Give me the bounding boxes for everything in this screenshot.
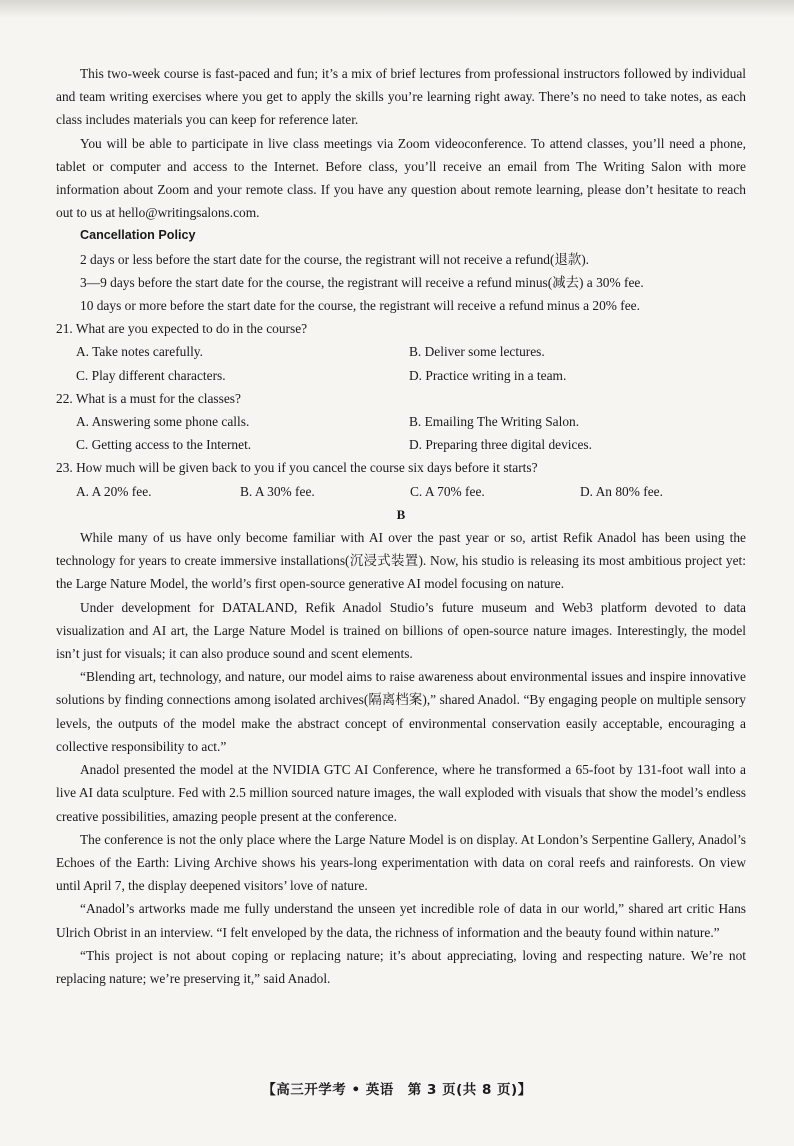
option-a: A. Take notes carefully. [76, 344, 203, 360]
policy-item: 10 days or more before the start date for the course, the registrant will receive a refund minus a 20% fee. [80, 298, 640, 314]
section-b-para: Anadol presented the model at the NVIDIA GTC AI Conference, where he transformed a 65-foot by 131-foot wall into a live AI data sculpture. Fed with 2.5 million sourced nature images, the wall exploded with visuals that show the model’s endless creative possibilities, amazing people present at the conference. [56, 762, 746, 824]
question-22-options [76, 410, 746, 456]
section-b-para: The conference is not the only place where the Large Nature Model is on display. At London’s Serpentine Gallery, Anadol’s Echoes of the Earth: Living Archive shows his years-long experimentation with data on coral reefs and rainforests. On view until April 7, the display deepened visitors’ love of nature. [56, 831, 746, 894]
option-d: D. Practice writing in a team. [409, 367, 567, 383]
section-b-para: Under development for DATALAND, Refik Anadol Studio’s future museum and Web3 platform devoted to data visualization and AI art, the Large Nature Model is trained on billions of open-source nature images. Interestingly, the model isn’t just for visuals; it can also produce sound and scent elements. [56, 599, 746, 662]
question-21-stem: 21. What are you expected to do in the course? [56, 321, 308, 337]
option-b: B. Emailing The Writing Salon. [409, 414, 580, 430]
policy-item: 2 days or less before the start date for the course, the registrant will not receive a refund(退款). [80, 251, 590, 267]
option-b: B. A 30% fee. [240, 483, 315, 499]
section-b-para: “Anadol’s artworks made me fully understand the unseen yet incredible role of data in our world,” shared art critic Hans Ulrich Obrist in an interview. “I felt enveloped by the data, the richness of information and the beauty found within nature.” [56, 901, 746, 940]
question-23-options [76, 480, 746, 503]
page-footer: 【高三开学考 • 英语 第 3 页(共 8 页)】 [262, 1082, 532, 1098]
section-b-para: “Blending art, technology, and nature, our model aims to raise awareness about environmental issues and inspire innovative solutions by finding connections among isolated archives(隔离档案),” shared Anadol. “By engaging people on multiple sensory levels, the outputs of the model make the abstract concept of environmental conservation easily acceptable, encouraging a collective responsibility to act.” [56, 669, 746, 754]
question-21-options [76, 340, 746, 386]
option-a: A. A 20% fee. [76, 483, 152, 499]
option-c: C. Play different characters. [76, 367, 226, 383]
option-d: D. Preparing three digital devices. [409, 437, 592, 453]
option-d: D. An 80% fee. [580, 483, 663, 499]
question-22-stem: 22. What is a must for the classes? [56, 390, 241, 406]
section-b-para: “This project is not about coping or replacing nature; it’s about appreciating, loving and respecting nature. We’re not replacing nature; we’re preserving it,” said Anadol. [56, 947, 746, 986]
page-content [56, 62, 746, 990]
option-c: C. A 70% fee. [410, 483, 485, 499]
scan-edge [0, 0, 794, 18]
question-23-stem: 23. How much will be given back to you if you cancel the course six days before it starts? [56, 460, 538, 476]
passage-a-para2: You will be able to participate in live class meetings via Zoom videoconference. To attend classes, you’ll need a phone, tablet or computer and access to the Internet. Before class, you’ll receive an email from The Writing Salon with more information about Zoom and your remote class. If you have any question about remote learning, please don’t hesitate to reach out to us at hello@writingsalons.com. [56, 135, 746, 221]
policy-title: Cancellation Policy [80, 228, 196, 243]
section-b-para: While many of us have only become familiar with AI over the past year or so, artist Refik Anadol has been using the technology for years to create immersive installations(沉浸式装置). Now, his studio is releasing its most ambitious project yet: the Large Nature Model, the world’s first open-source generative AI model focusing on nature. [56, 530, 746, 592]
option-b: B. Deliver some lectures. [409, 344, 545, 360]
policy-item: 3—9 days before the start date for the course, the registrant will receive a refund minus(减去) a 30% fee. [80, 274, 644, 290]
option-a: A. Answering some phone calls. [76, 414, 250, 430]
section-b-label: B [396, 506, 406, 522]
option-c: C. Getting access to the Internet. [76, 437, 252, 453]
passage-a-para1: This two-week course is fast-paced and fun; it’s a mix of brief lectures from professional instructors followed by individual and team writing exercises where you get to apply the skills you’re learning right away. There’s no need to take notes, as each class includes materials you can keep for reference later. [56, 66, 746, 128]
